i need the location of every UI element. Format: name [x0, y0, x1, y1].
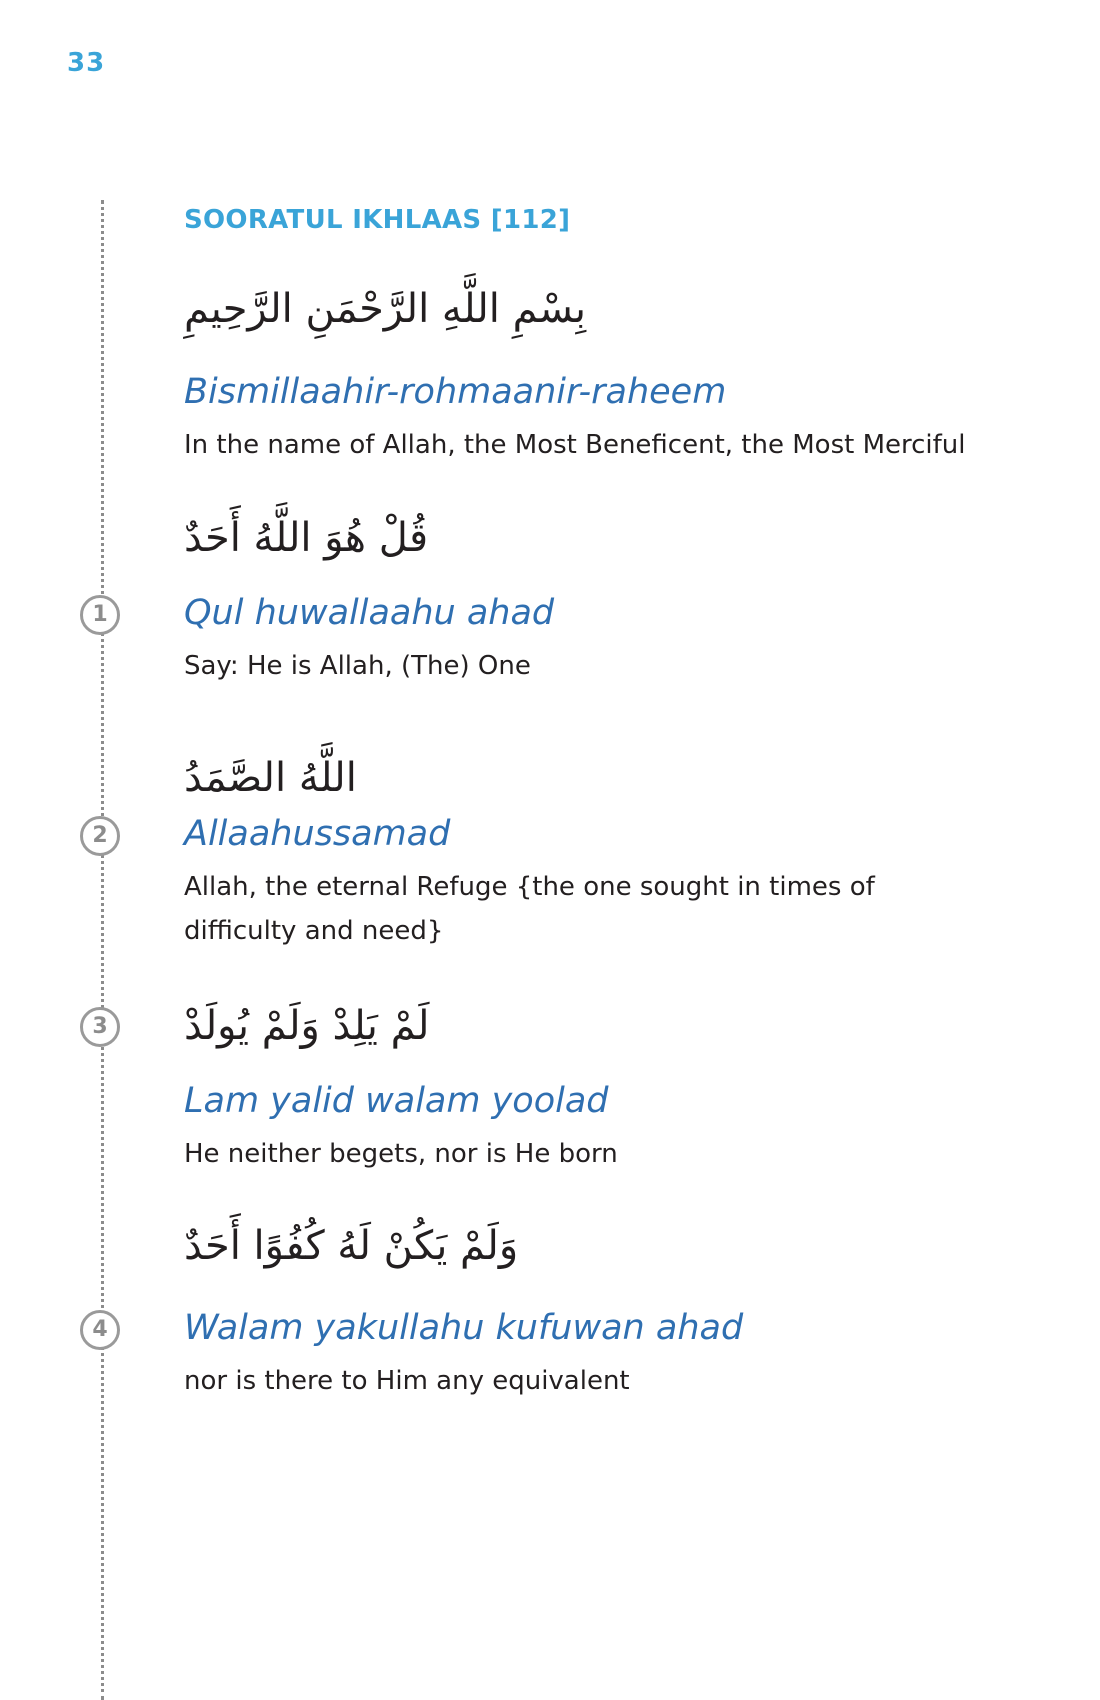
verse-4-translation: nor is there to Him any equivalent [184, 1366, 630, 1396]
verse-2-arabic: اللَّهُ الصَّمَدُ [184, 755, 357, 801]
verse-2-translation: Allah, the eternal Refuge {the one sought in times of difficulty and need} [184, 872, 875, 946]
verse-4-arabic: وَلَمْ يَكُنْ لَهُ كُفُوًا أَحَدٌ [184, 1223, 519, 1269]
verse-3-arabic: لَمْ يَلِدْ وَلَمْ يُولَدْ [184, 1003, 430, 1049]
verse-4-transliteration: Walam yakullahu kufuwan ahad [184, 1308, 744, 1348]
verse-1-transliteration: Qul huwallaahu ahad [184, 593, 555, 633]
verse-3-transliteration: Lam yalid walam yoolad [184, 1081, 609, 1121]
verse-number-marker: 4 [80, 1310, 120, 1350]
bismillah-transliteration: Bismillaahir-rohmaanir-raheem [184, 372, 727, 412]
verse-1-translation: Say: He is Allah, (The) One [184, 651, 531, 681]
bismillah-translation: In the name of Allah, the Most Beneficent, the Most Merciful [184, 430, 966, 460]
bismillah-arabic: بِسْمِ اللَّهِ الرَّحْمَنِ الرَّحِيمِ [184, 286, 587, 332]
dotted-margin-rule [101, 200, 104, 1700]
verse-3-translation: He neither begets, nor is He born [184, 1139, 618, 1169]
page-number: 33 [67, 48, 106, 78]
verse-1-arabic: قُلْ هُوَ اللَّهُ أَحَدٌ [184, 515, 429, 561]
verse-number-marker: 1 [80, 595, 120, 635]
surah-title: SOORATUL IKHLAAS [112] [184, 205, 571, 235]
verse-number-marker: 3 [80, 1007, 120, 1047]
verse-2-transliteration: Allaahussamad [184, 814, 451, 854]
verse-number-marker: 2 [80, 816, 120, 856]
